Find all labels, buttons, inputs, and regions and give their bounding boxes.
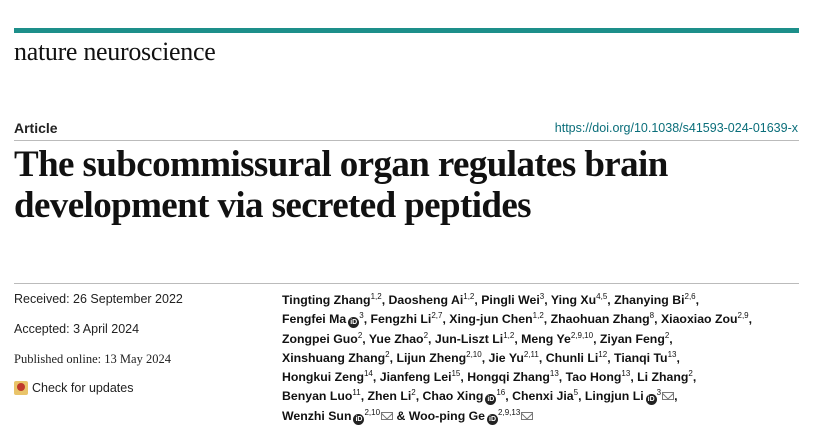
author-separator: , bbox=[558, 370, 563, 385]
author[interactable] bbox=[637, 370, 696, 384]
divider bbox=[14, 140, 799, 141]
email-icon[interactable] bbox=[381, 412, 393, 420]
author-name: Li Zhang bbox=[637, 370, 689, 385]
affiliation-sup: 1,2 bbox=[463, 291, 475, 301]
author-line bbox=[282, 310, 802, 329]
affiliation-sup: 8 bbox=[649, 311, 655, 321]
author-separator: , bbox=[363, 312, 368, 327]
author-name: Benyan Luo bbox=[282, 389, 353, 404]
author-separator: , bbox=[692, 370, 697, 385]
author-name: Yue Zhao bbox=[368, 331, 424, 346]
author[interactable] bbox=[282, 409, 393, 423]
affiliation-sup: 2,7 bbox=[431, 311, 443, 321]
author[interactable] bbox=[282, 370, 376, 384]
author-name: Jianfeng Lei bbox=[379, 370, 452, 385]
affiliation-sup: 13 bbox=[621, 369, 631, 379]
author-name: Ying Xu bbox=[550, 293, 597, 307]
author-separator: , bbox=[543, 312, 548, 327]
affiliation-sup: 12 bbox=[598, 349, 608, 359]
author-separator: , bbox=[654, 312, 658, 327]
author-name: Zhaohuan Zhang bbox=[550, 312, 650, 327]
author-separator: , bbox=[474, 293, 478, 307]
affiliation-sup: 13 bbox=[549, 369, 559, 379]
author-name: Tao Hong bbox=[565, 370, 622, 385]
author-separator: , bbox=[389, 350, 394, 365]
author-separator: , bbox=[514, 331, 518, 346]
affiliation-sup: 2,10 bbox=[364, 407, 381, 417]
author-separator: , bbox=[415, 389, 420, 404]
author[interactable] bbox=[661, 312, 752, 326]
author-separator: , bbox=[630, 370, 634, 385]
journal-name[interactable]: nature neuroscience bbox=[14, 37, 216, 66]
author[interactable] bbox=[282, 293, 385, 307]
author-name: Tianqi Tu bbox=[614, 350, 668, 365]
affiliation-sup: 2,10 bbox=[466, 349, 482, 359]
author-name: Xiaoxiao Zou bbox=[660, 312, 738, 327]
author-separator: , bbox=[607, 293, 611, 307]
affiliation-sup: 2 bbox=[688, 369, 693, 379]
affiliation-sup: 2,9,13 bbox=[498, 407, 521, 417]
author-separator: , bbox=[538, 350, 543, 365]
author-name: Wenzhi Sun bbox=[282, 408, 352, 423]
article-type: Article bbox=[14, 120, 58, 136]
author-line bbox=[282, 368, 802, 387]
author-name: & Woo-ping Ge bbox=[396, 408, 486, 423]
affiliation-sup: 1,2 bbox=[370, 291, 382, 301]
doi-link[interactable]: https://doi.org/10.1038/s41593-024-01639-x bbox=[554, 121, 798, 135]
author[interactable] bbox=[614, 293, 699, 307]
author[interactable] bbox=[512, 389, 581, 403]
author-separator: , bbox=[372, 370, 377, 385]
check-for-updates-button[interactable] bbox=[14, 381, 133, 395]
author[interactable] bbox=[380, 370, 464, 384]
affiliation-sup: 14 bbox=[363, 369, 373, 379]
title-line: development via secreted peptides bbox=[14, 185, 531, 226]
orcid-icon[interactable]: iD bbox=[355, 415, 363, 423]
author[interactable] bbox=[435, 332, 518, 346]
author[interactable] bbox=[423, 389, 509, 403]
author-separator: , bbox=[381, 293, 386, 307]
author[interactable] bbox=[585, 389, 678, 403]
author-line bbox=[282, 349, 802, 368]
author-name: Lingjun Li bbox=[584, 389, 644, 404]
author-line bbox=[282, 330, 802, 349]
affiliation-sup: 3 bbox=[359, 311, 364, 321]
orcid-icon[interactable]: iD bbox=[647, 396, 655, 404]
author-separator: , bbox=[442, 312, 446, 327]
author-name: Jie Yu bbox=[488, 350, 524, 365]
author[interactable] bbox=[566, 370, 634, 384]
author-separator: , bbox=[607, 350, 611, 365]
title-line: The subcommissural organ regulates brain bbox=[14, 144, 668, 185]
affiliation-sup: 2,9 bbox=[737, 311, 749, 321]
author[interactable] bbox=[368, 389, 420, 403]
author-separator: , bbox=[460, 370, 464, 385]
author[interactable] bbox=[489, 351, 543, 365]
affiliation-sup: 3 bbox=[656, 388, 662, 398]
author-name: Fengzhi Li bbox=[370, 312, 432, 327]
author[interactable] bbox=[551, 293, 611, 307]
affiliation-sup: 16 bbox=[496, 388, 506, 398]
author[interactable] bbox=[369, 332, 432, 346]
author-separator: , bbox=[505, 389, 509, 404]
author[interactable] bbox=[396, 351, 485, 365]
author-separator: , bbox=[748, 312, 753, 327]
author-separator: , bbox=[593, 331, 597, 346]
email-icon[interactable] bbox=[662, 392, 674, 400]
orcid-icon[interactable]: iD bbox=[489, 415, 497, 423]
orcid-icon[interactable]: iD bbox=[350, 319, 358, 327]
orcid-icon[interactable]: iD bbox=[487, 396, 495, 404]
affiliation-sup: 2 bbox=[664, 330, 670, 340]
author[interactable] bbox=[282, 312, 367, 326]
affiliation-sup: 1,2 bbox=[503, 330, 515, 340]
author-separator: , bbox=[676, 350, 680, 365]
author[interactable] bbox=[371, 312, 446, 326]
author[interactable] bbox=[389, 293, 478, 307]
author-name: Zhanying Bi bbox=[614, 293, 685, 307]
crossmark-icon bbox=[14, 381, 28, 395]
author-name: Xinshuang Zhang bbox=[282, 350, 386, 365]
author-name: Fengfei Ma bbox=[282, 312, 347, 327]
author[interactable] bbox=[396, 409, 533, 423]
author-name: Zhen Li bbox=[367, 389, 412, 404]
author[interactable] bbox=[282, 332, 366, 346]
author-separator: , bbox=[362, 331, 366, 346]
author-name: Hongqi Zhang bbox=[467, 370, 550, 385]
author-name: Meng Ye bbox=[521, 331, 571, 346]
affiliation-sup: 15 bbox=[451, 369, 461, 379]
author-name: Pingli Wei bbox=[481, 293, 540, 307]
author-name: Tingting Zhang bbox=[282, 293, 371, 307]
author-name: Daosheng Ai bbox=[388, 293, 464, 307]
author-name: Jun-Liszt Li bbox=[434, 331, 504, 346]
affiliation-sup: 3 bbox=[539, 291, 545, 301]
article-title bbox=[14, 144, 804, 226]
affiliation-sup: 13 bbox=[667, 349, 677, 359]
author-name: Zongpei Guo bbox=[282, 331, 358, 346]
accepted-date: Accepted: 3 April 2024 bbox=[14, 322, 140, 336]
journal-accent-bar bbox=[14, 28, 799, 33]
author-name: Ziyan Feng bbox=[599, 331, 665, 346]
author-name: Xing-jun Chen bbox=[449, 312, 533, 327]
author[interactable] bbox=[546, 351, 611, 365]
affiliation-sup: 2 bbox=[411, 388, 416, 398]
author[interactable] bbox=[600, 332, 673, 346]
author-name: Chenxi Jia bbox=[512, 389, 574, 404]
author[interactable] bbox=[481, 293, 547, 307]
author-line bbox=[282, 407, 802, 426]
divider bbox=[14, 283, 799, 284]
author-separator: , bbox=[481, 350, 486, 365]
affiliation-sup: 2 bbox=[357, 330, 363, 340]
author-separator: , bbox=[669, 331, 673, 346]
author-separator: , bbox=[695, 293, 700, 307]
affiliation-sup: 1,2 bbox=[532, 311, 544, 321]
affiliation-sup: 11 bbox=[352, 388, 361, 398]
affiliation-sup: 2,6 bbox=[684, 291, 696, 301]
author-line bbox=[282, 291, 802, 310]
author[interactable] bbox=[449, 312, 547, 326]
author[interactable] bbox=[551, 312, 658, 326]
author-separator: , bbox=[360, 389, 365, 404]
affiliation-sup: 2 bbox=[423, 330, 429, 340]
author-list bbox=[282, 291, 802, 426]
author[interactable] bbox=[282, 351, 393, 365]
author[interactable] bbox=[282, 389, 364, 403]
author[interactable] bbox=[467, 370, 562, 384]
author-name: Chao Xing bbox=[422, 389, 484, 404]
author-name: Hongkui Zeng bbox=[282, 370, 364, 385]
author[interactable] bbox=[614, 351, 680, 365]
author-name: Chunli Li bbox=[545, 350, 599, 365]
author-separator: , bbox=[544, 293, 548, 307]
author-separator: , bbox=[578, 389, 582, 404]
author[interactable] bbox=[521, 332, 596, 346]
affiliation-sup: 2,11 bbox=[523, 349, 539, 359]
affiliation-sup: 2 bbox=[385, 349, 390, 359]
check-for-updates-label: Check for updates bbox=[32, 381, 134, 395]
affiliation-sup: 4,5 bbox=[596, 291, 608, 301]
author-separator: , bbox=[428, 331, 432, 346]
author-name: Lijun Zheng bbox=[396, 350, 467, 365]
received-date: Received: 26 September 2022 bbox=[14, 292, 183, 306]
email-icon[interactable] bbox=[521, 412, 533, 420]
author-separator: , bbox=[674, 389, 678, 404]
author-line bbox=[282, 387, 802, 406]
published-date: Published online: 13 May 2024 bbox=[14, 352, 171, 366]
affiliation-sup: 2,9,10 bbox=[570, 330, 594, 340]
affiliation-sup: 5 bbox=[573, 388, 579, 398]
